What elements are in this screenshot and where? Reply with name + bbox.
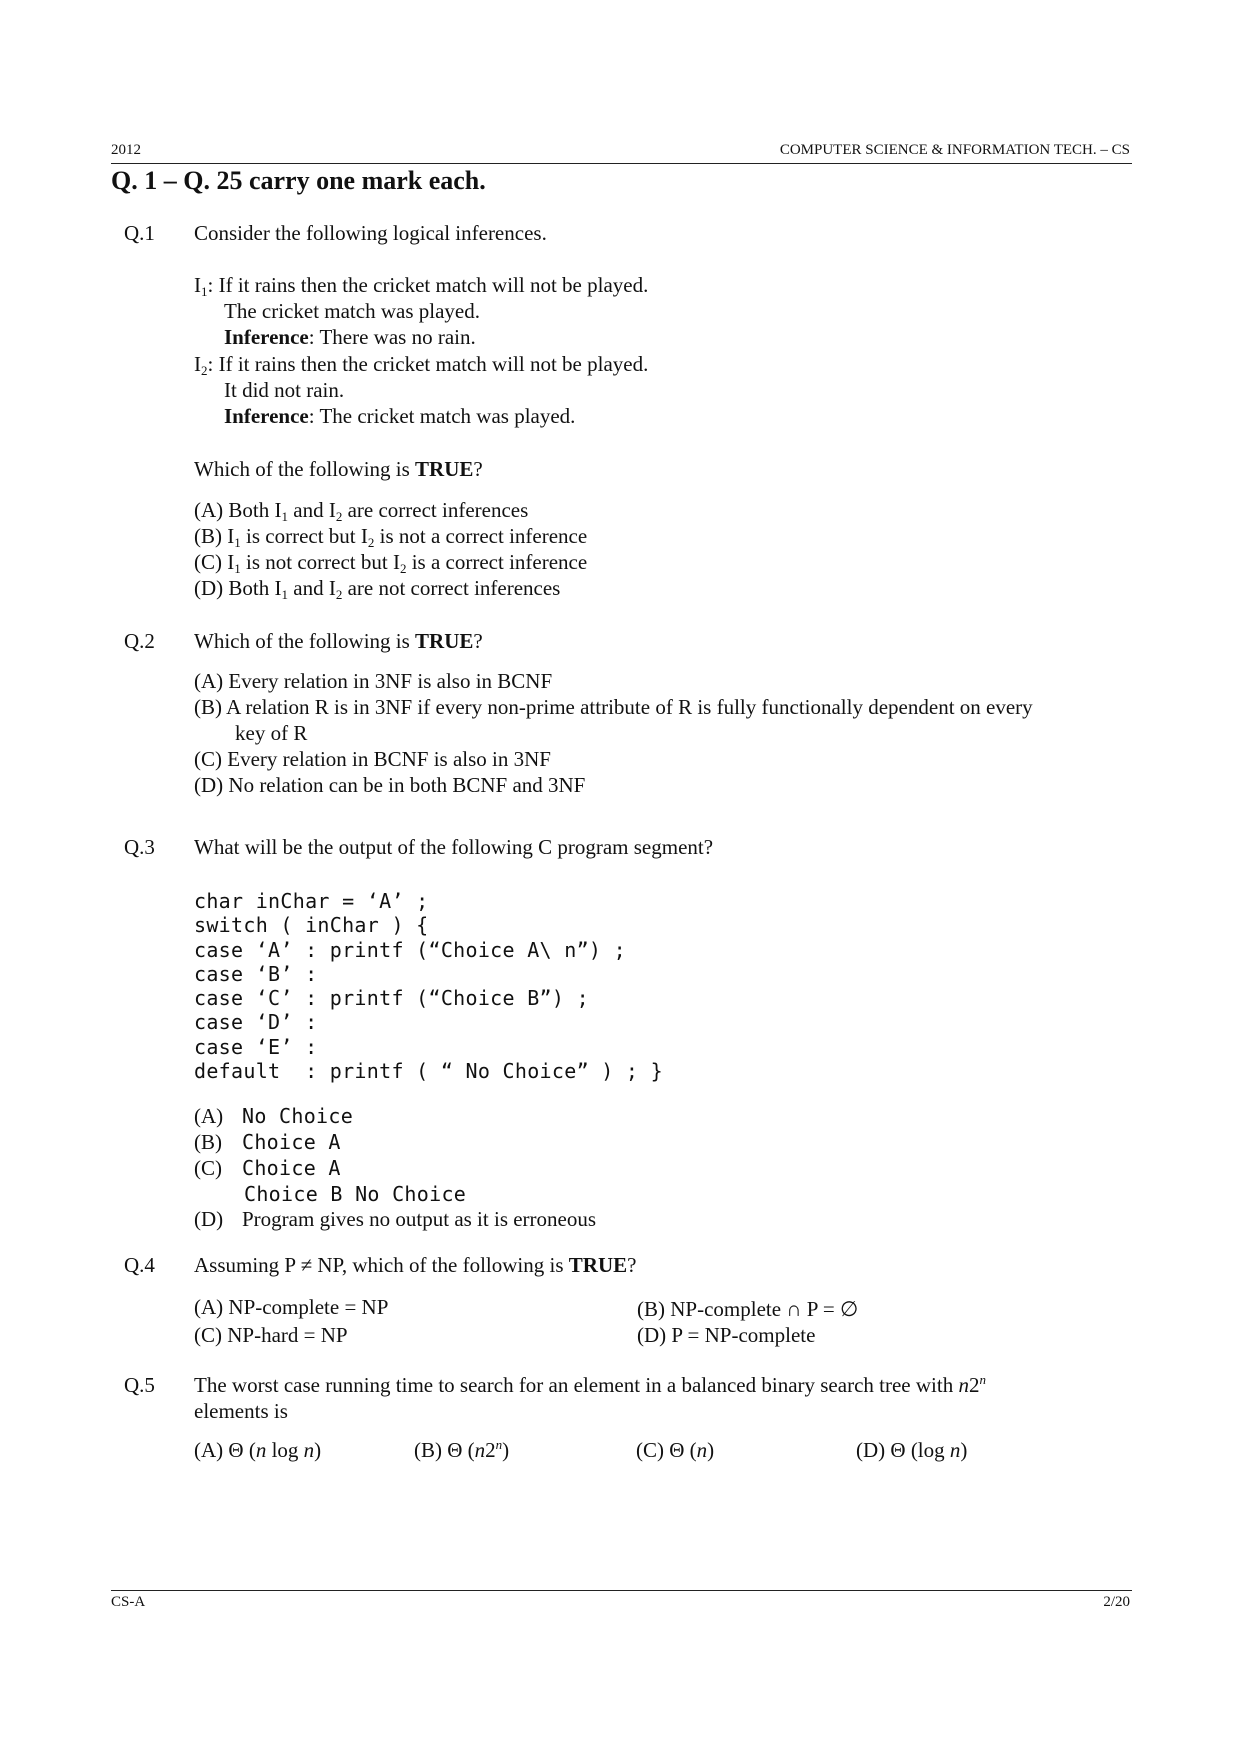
q2-option-b-line1: (B) A relation R is in 3NF if every non-prime attribute of R is fully functionally dependent on every: [194, 695, 1033, 719]
q1-option-a: (A) Both $I_1$ and $I_2$ are correct inferences: [194, 498, 529, 524]
q1-i1-line1: $I_1$: If it rains then the cricket match will not be played.: [194, 273, 649, 299]
q3-option-a: No Choice: [242, 1104, 354, 1128]
q5-option-a: (A) Θ (n log n): [194, 1438, 322, 1462]
footer-page-number: 2/20: [1103, 1594, 1130, 1610]
q5-option-c: (C) Θ (n): [636, 1438, 715, 1462]
code-line: case ‘C’ : printf (“Choice B”) ;: [194, 986, 589, 1011]
q4-option-a: (A) NP-complete = NP: [194, 1295, 389, 1319]
q5-stem-line1: The worst case running time to search for an element in a balanced binary search tree with n2$^n$: [194, 1372, 986, 1397]
q3-option-b-label: (B): [194, 1130, 222, 1154]
code-line: case ‘A’ : printf (“Choice A\ n”) ;: [194, 937, 626, 962]
header-subject: COMPUTER SCIENCE & INFORMATION TECH. – CS: [779, 142, 1130, 158]
q3-number: Q.3: [124, 835, 155, 859]
q1-option-c: (C) $I_1$ is not correct but $I_2$ is a correct inference: [194, 550, 588, 576]
q2-option-d: (D) No relation can be in both BCNF and 3NF: [194, 773, 586, 797]
q2-option-b-line2: key of R: [235, 721, 308, 745]
q4-option-c: (C) NP-hard = NP: [194, 1323, 348, 1347]
q3-option-d: Program gives no output as it is erroneous: [242, 1207, 597, 1231]
q1-i2-inference: Inference: The cricket match was played.: [224, 404, 576, 428]
q1-i2-line2: It did not rain.: [224, 378, 345, 402]
code-line: case ‘E’ :: [194, 1034, 318, 1059]
q5-option-b: (B) Θ (n2$^n$): [414, 1437, 510, 1462]
q5-number: Q.5: [124, 1373, 155, 1397]
q4-number: Q.4: [124, 1253, 155, 1277]
code-line: switch ( inChar ) {: [194, 913, 429, 938]
q3-option-d-label: (D): [194, 1207, 224, 1231]
q5-option-d: (D) Θ (log n): [856, 1438, 968, 1462]
q1-number: Q.1: [124, 221, 155, 245]
q1-option-d: (D) Both $I_1$ and $I_2$ are not correct inferences: [194, 576, 561, 602]
q4-option-d: (D) P = NP-complete: [637, 1323, 816, 1347]
code-line: char inChar = ‘A’ ;: [194, 889, 429, 913]
q2-stem: Which of the following is TRUE?: [194, 629, 483, 653]
q3-option-a-label: (A): [194, 1104, 224, 1128]
q1-i1-inference: Inference: There was no rain.: [224, 325, 476, 349]
q1-which: Which of the following is TRUE?: [194, 457, 483, 481]
footer-code: CS-A: [111, 1594, 146, 1610]
header-rule: [111, 163, 1132, 164]
code-line: case ‘B’ :: [194, 961, 318, 986]
q1-stem: Consider the following logical inferences.: [194, 221, 547, 245]
q2-option-a: (A) Every relation in 3NF is also in BCNF: [194, 669, 553, 693]
q5-stem-line2: elements is: [194, 1399, 288, 1423]
q3-stem: What will be the output of the following C program segment?: [194, 835, 714, 859]
section-title: Q. 1 – Q. 25 carry one mark each.: [111, 166, 486, 195]
q4-stem: Assuming P ≠ NP, which of the following is TRUE?: [194, 1253, 637, 1277]
q1-i2-line1: $I_2$: If it rains then the cricket match will not be played.: [194, 352, 649, 378]
q3-option-c-line1: Choice A: [242, 1156, 341, 1180]
header-year: 2012: [111, 142, 141, 158]
q3-option-c-label: (C): [194, 1156, 222, 1180]
q2-option-c: (C) Every relation in BCNF is also in 3NF: [194, 747, 551, 771]
code-line: case ‘D’ :: [194, 1010, 318, 1035]
q3-code-block: [194, 889, 663, 1083]
q4-option-b: (B) NP-complete ∩ P = ∅: [637, 1297, 859, 1321]
q3-option-b: Choice A: [242, 1130, 341, 1154]
footer-rule: [111, 1590, 1132, 1591]
q2-number: Q.2: [124, 629, 155, 653]
q1-i1-line2: The cricket match was played.: [224, 299, 480, 323]
q1-option-b: (B) $I_1$ is correct but $I_2$ is not a correct inference: [194, 524, 588, 550]
q3-option-c-line2: Choice B No Choice: [244, 1182, 467, 1206]
code-line: default : printf ( “ No Choice” ) ; }: [194, 1059, 663, 1084]
